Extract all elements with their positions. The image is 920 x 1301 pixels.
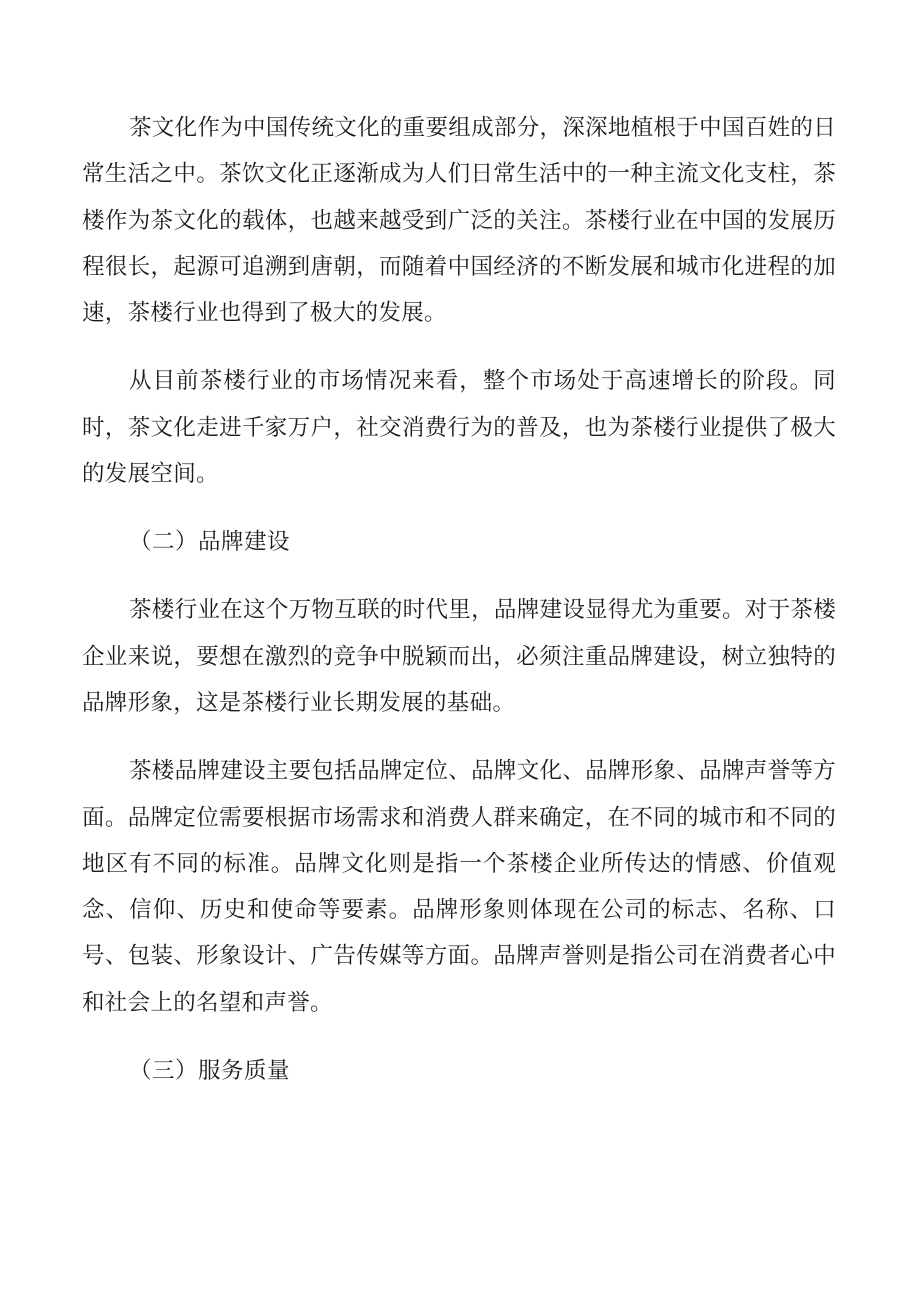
- document-page: [82, 105, 836, 1094]
- paragraph-gap: [82, 565, 836, 587]
- paragraph-gap: [82, 497, 836, 519]
- paragraph-gap: [82, 1026, 836, 1048]
- paragraph-gap: [82, 726, 836, 748]
- intro-paragraph-1: 茶文化作为中国传统文化的重要组成部分，深深地植根于中国百姓的日常生活之中。茶饮文化正逐渐成为人们日常生活中的一种主流文化支柱，茶楼作为茶文化的载体，也越来越受到广泛的关注。茶楼行业在中国的发展历程很长，起源可追溯到唐朝，而随着中国经济的不断发展和城市化进程的加速，茶楼行业也得到了极大的发展。: [82, 115, 836, 327]
- intro-paragraph-2: 从目前茶楼行业的市场情况来看，整个市场处于高速增长的阶段。同时，茶文化走进千家万户，社交消费行为的普及，也为茶楼行业提供了极大的发展空间。: [82, 368, 836, 488]
- brand-paragraph-2: 茶楼品牌建设主要包括品牌定位、品牌文化、品牌形象、品牌声誉等方面。品牌定位需要根据市场需求和消费人群来确定，在不同的城市和不同的地区有不同的标准。品牌文化则是指一个茶楼企业所传达的情感、价值观念、信仰、历史和使命等要素。品牌形象则体现在公司的标志、名称、口号、包装、形象设计、广告传媒等方面。品牌声誉则是指公司在消费者心中和社会上的名望和声誉。: [82, 758, 836, 1016]
- section-heading-service: （三）服务质量: [129, 1058, 291, 1085]
- section-heading-brand: （二）品牌建设: [129, 529, 291, 556]
- paragraph-gap: [82, 336, 836, 358]
- brand-paragraph-1: 茶楼行业在这个万物互联的时代里，品牌建设显得尤为重要。对于茶楼企业来说，要想在激烈的竞争中脱颖而出，必须注重品牌建设，树立独特的品牌形象，这是茶楼行业长期发展的基础。: [82, 597, 836, 716]
